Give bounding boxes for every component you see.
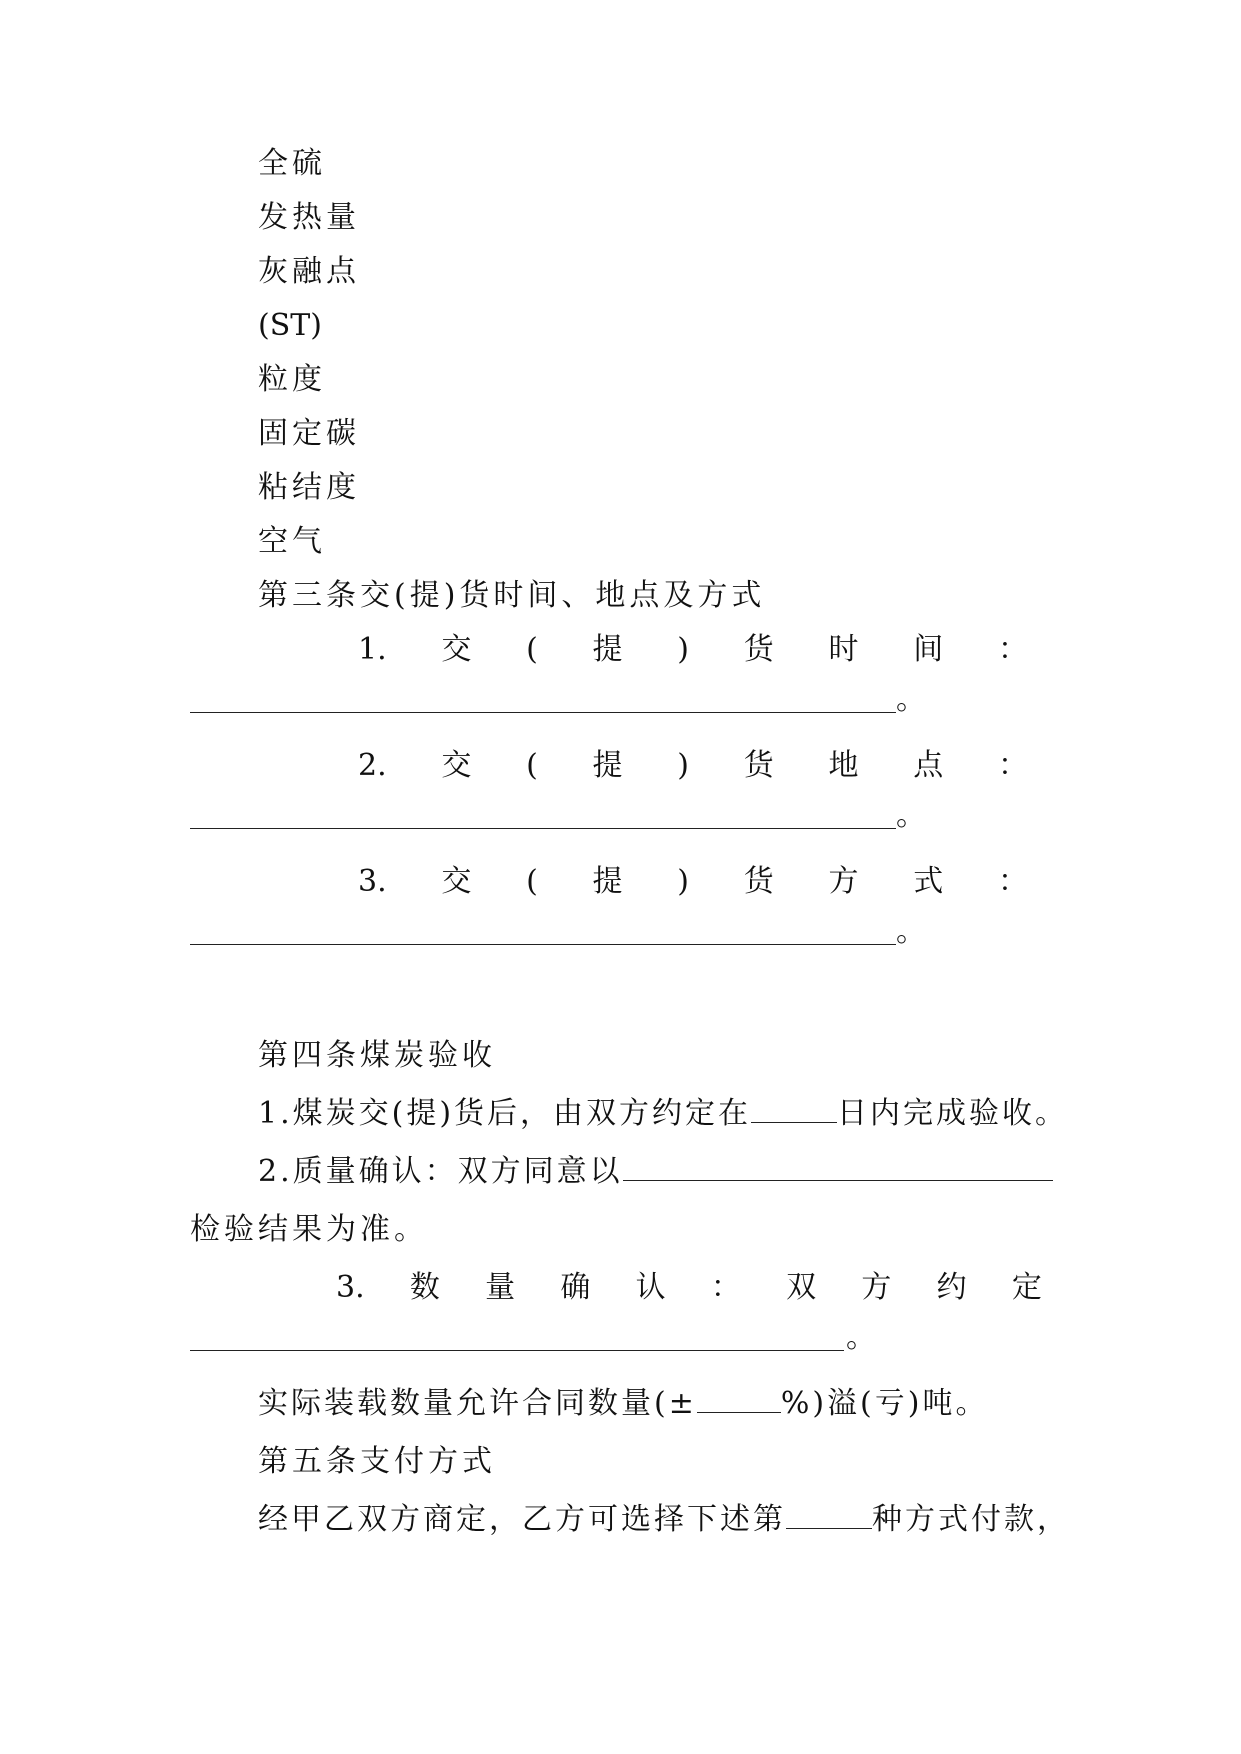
item-total-sulfur: 全硫 [258, 146, 326, 181]
item-st: (ST) [258, 308, 322, 343]
delivery-place-end: 。 [896, 798, 926, 833]
quantity-confirm-heading: 3. 数 量 确 认 ： 双 方 约 定 [336, 1270, 1042, 1305]
delivery-method-end: 。 [896, 914, 926, 949]
acceptance-days-blank[interactable] [751, 1096, 837, 1123]
article4-clause4: 实际装载数量允许合同数量(± %)溢(亏)吨。 [258, 1386, 989, 1421]
delivery-place-heading: 2. 交 ( 提 ) 货 地 点 ： [358, 748, 1028, 783]
item-caking-index: 粘结度 [258, 470, 360, 505]
article4-clause1: 1.煤炭交(提)货后，由双方约定在 日内完成验收。 [258, 1096, 1069, 1131]
delivery-method-blank[interactable] [190, 944, 896, 945]
tolerance-percent-blank[interactable] [697, 1386, 781, 1413]
delivery-method-heading: 3. 交 ( 提 ) 货 方 式 ： [358, 864, 1028, 899]
delivery-time-heading: 1. 交 ( 提 ) 货 时 间 ： [358, 632, 1028, 667]
article4-title: 第四条煤炭验收 [258, 1038, 496, 1073]
item-granularity: 粒度 [258, 362, 326, 397]
article3-title: 第三条交(提)货时间、地点及方式 [258, 578, 766, 613]
article4-clause2: 2.质量确认：双方同意以 [258, 1152, 1053, 1192]
article5-clause1: 经甲乙双方商定，乙方可选择下述第 种方式付款， [258, 1502, 1070, 1537]
delivery-place-blank[interactable] [190, 828, 896, 829]
quantity-confirm-end: 。 [846, 1320, 876, 1355]
delivery-time-end: 。 [896, 682, 926, 717]
quantity-confirm-blank[interactable] [190, 1350, 844, 1351]
delivery-time-blank[interactable] [190, 712, 896, 713]
item-ash-fusion-point: 灰融点 [258, 254, 360, 289]
item-air: 空气 [258, 524, 326, 559]
inspection-agency-blank[interactable] [623, 1154, 1053, 1181]
article5-title: 第五条支付方式 [258, 1444, 496, 1479]
payment-method-blank[interactable] [786, 1502, 872, 1529]
item-fixed-carbon: 固定碳 [258, 416, 360, 451]
item-calorific-value: 发热量 [258, 200, 360, 235]
article4-clause2-cont: 检验结果为准。 [190, 1212, 428, 1247]
